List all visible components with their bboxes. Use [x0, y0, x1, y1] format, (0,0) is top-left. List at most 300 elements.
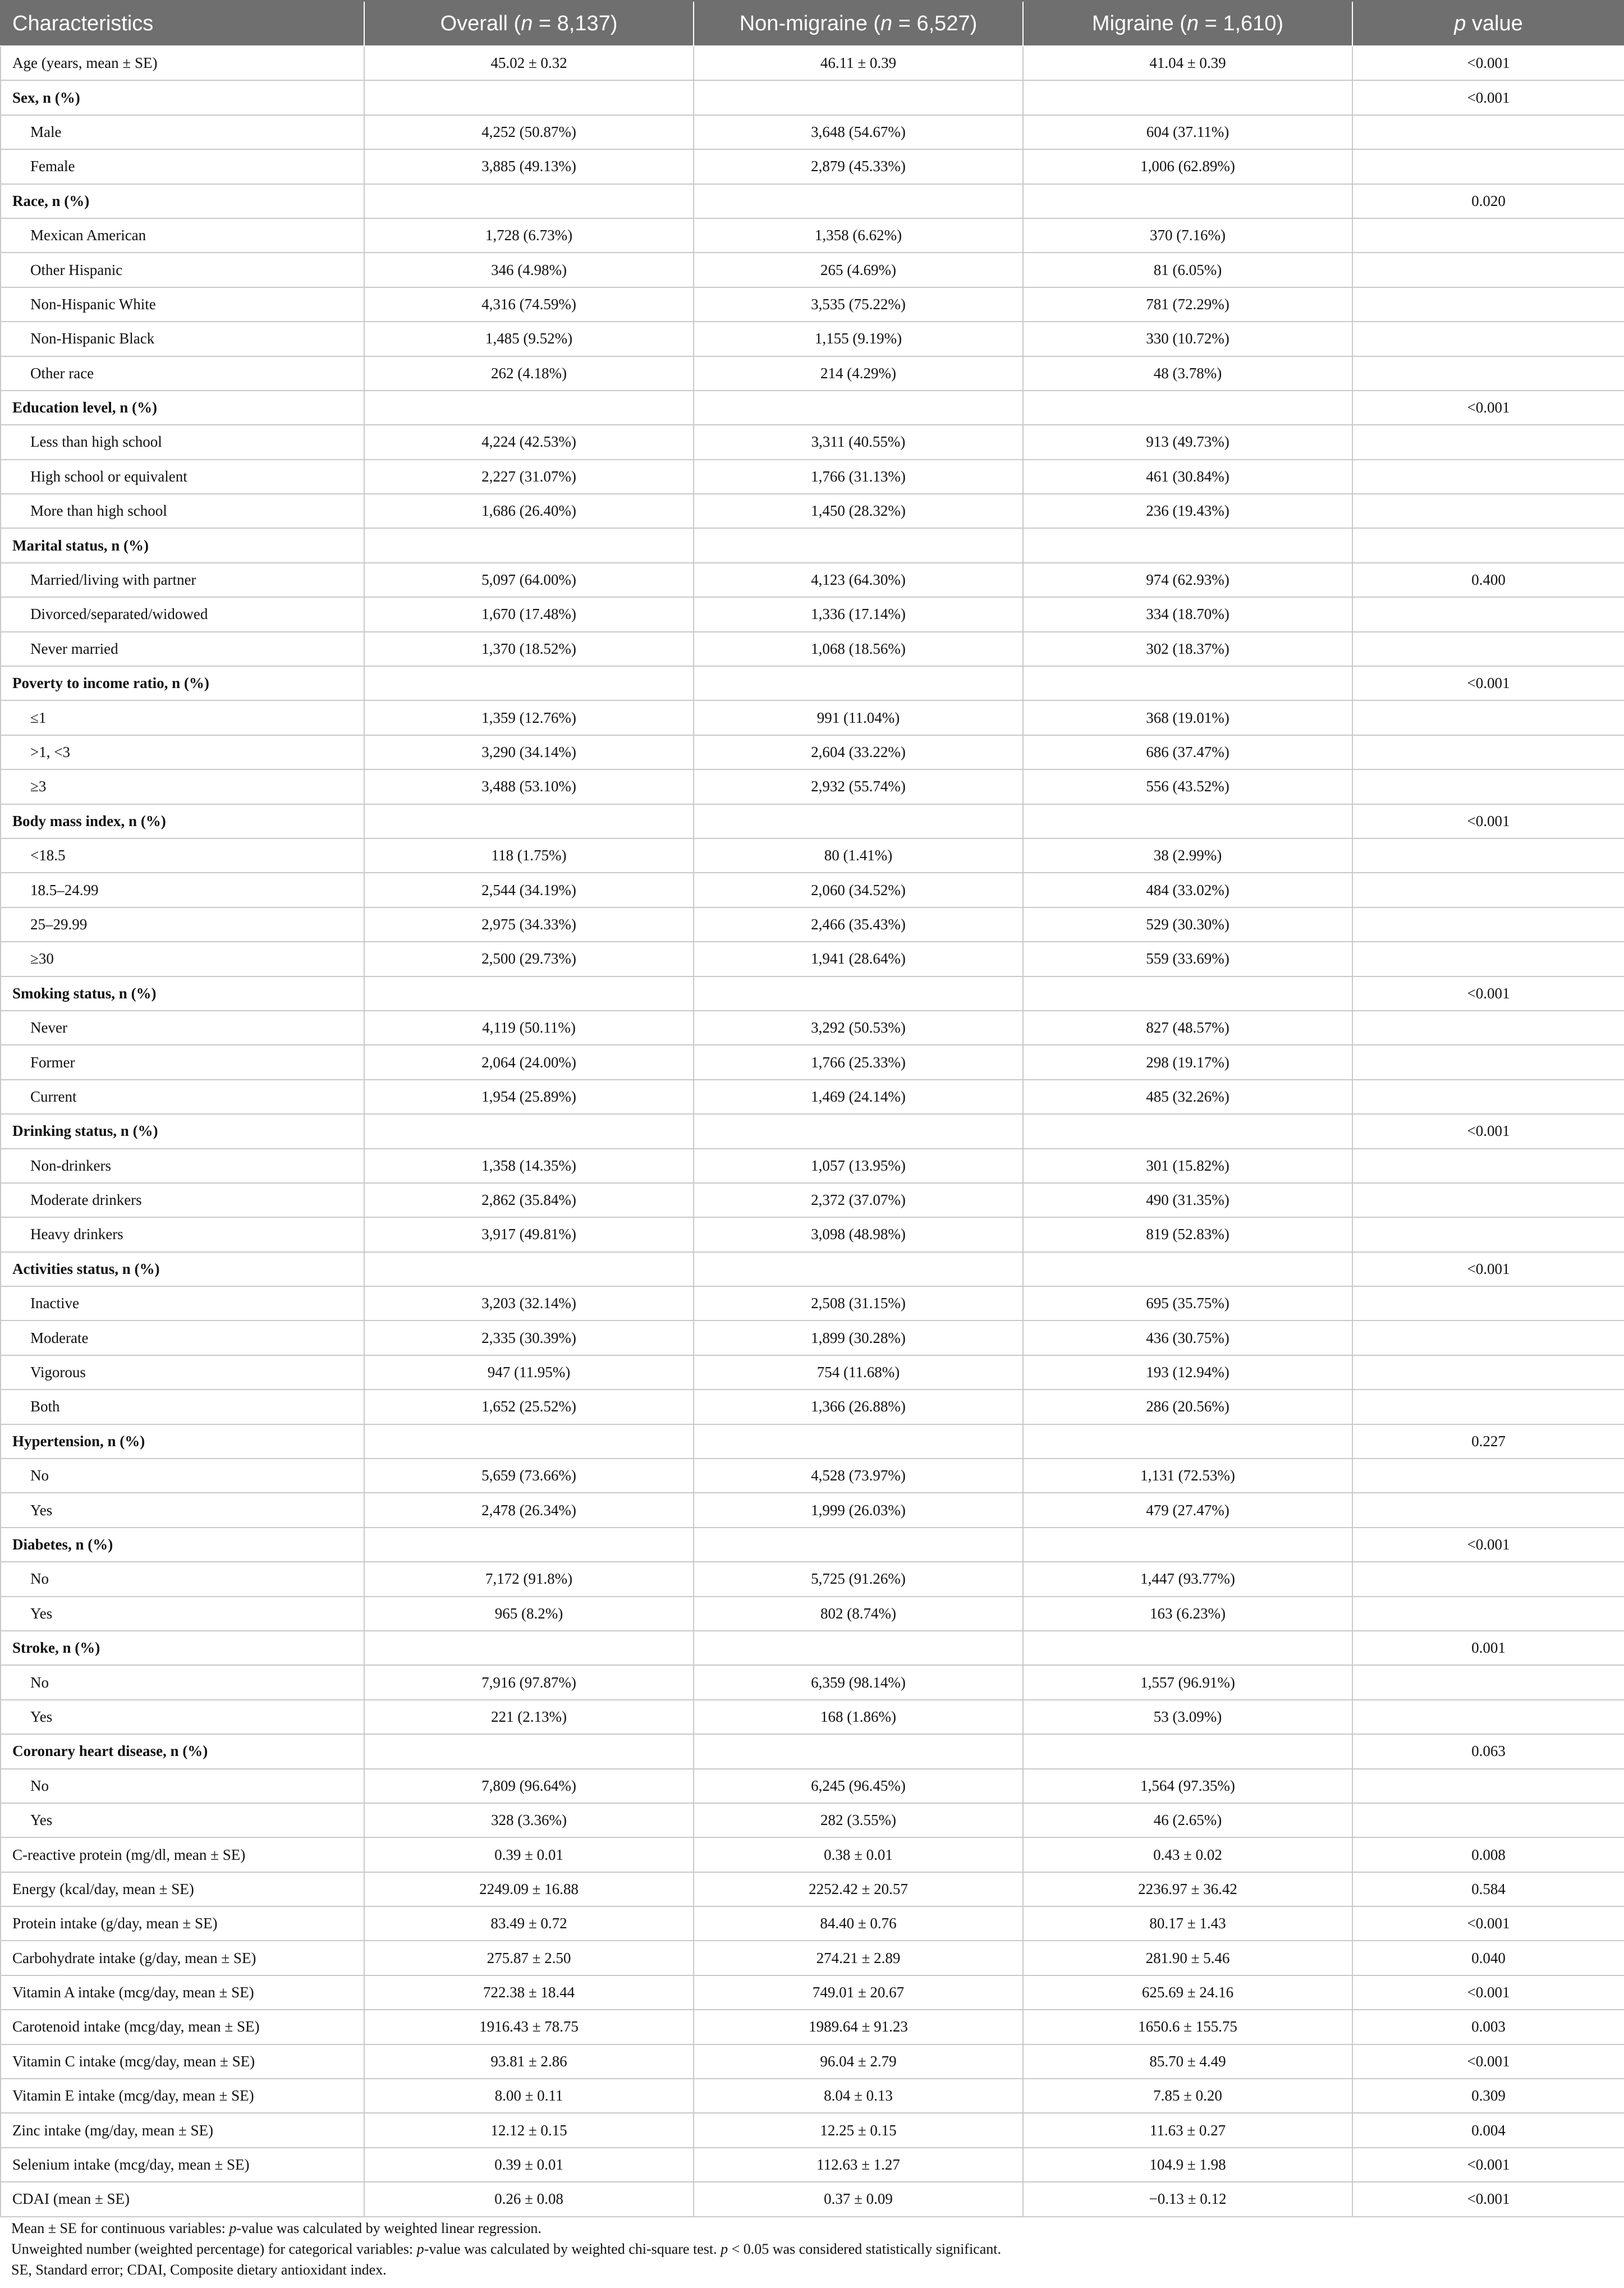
migraine-cell — [1023, 391, 1352, 425]
table-row — [1, 2010, 1624, 2044]
migraine-cell: 236 (19.43%) — [1023, 494, 1352, 528]
row-label: ≥3 — [1, 769, 364, 804]
p-value-cell: <0.001 — [1352, 1252, 1624, 1286]
p-value-cell: 0.040 — [1352, 1941, 1624, 1975]
header-overall: Overall (n = 8,137) — [364, 1, 694, 47]
migraine-cell — [1023, 1252, 1352, 1286]
row-label: 18.5–24.99 — [1, 873, 364, 907]
p-value-cell: <0.001 — [1352, 1528, 1624, 1562]
migraine-cell: 484 (33.02%) — [1023, 873, 1352, 907]
non-migraine-cell: 5,725 (91.26%) — [694, 1562, 1023, 1596]
non-migraine-cell: 1989.64 ± 91.23 — [694, 2010, 1023, 2044]
migraine-cell: 604 (37.11%) — [1023, 115, 1352, 149]
table-row — [1, 115, 1624, 149]
migraine-cell: 1,006 (62.89%) — [1023, 149, 1352, 184]
migraine-cell: 1,557 (96.91%) — [1023, 1665, 1352, 1699]
overall-cell: 12.12 ± 0.15 — [364, 2113, 694, 2147]
migraine-cell — [1023, 1734, 1352, 1768]
non-migraine-cell: 991 (11.04%) — [694, 700, 1023, 735]
non-migraine-cell: 0.37 ± 0.09 — [694, 2182, 1023, 2216]
row-label: Vitamin C intake (mcg/day, mean ± SE) — [1, 2044, 364, 2079]
non-migraine-cell: 4,528 (73.97%) — [694, 1459, 1023, 1493]
non-migraine-cell — [694, 1424, 1023, 1459]
p-value-cell — [1352, 356, 1624, 391]
table-row — [1, 1045, 1624, 1079]
overall-cell: 275.87 ± 2.50 — [364, 1941, 694, 1975]
migraine-cell: 485 (32.26%) — [1023, 1080, 1352, 1114]
row-label: Education level, n (%) — [1, 391, 364, 425]
overall-cell — [364, 1424, 694, 1459]
p-value-cell — [1352, 494, 1624, 528]
table-row — [1, 769, 1624, 804]
row-label: ≥30 — [1, 942, 364, 976]
p-value-cell: <0.001 — [1352, 391, 1624, 425]
non-migraine-cell: 2,466 (35.43%) — [694, 907, 1023, 942]
non-migraine-cell: 265 (4.69%) — [694, 253, 1023, 287]
row-label: Non-Hispanic Black — [1, 322, 364, 356]
overall-cell: 0.26 ± 0.08 — [364, 2182, 694, 2216]
row-label: CDAI (mean ± SE) — [1, 2182, 364, 2216]
overall-cell: 722.38 ± 18.44 — [364, 1975, 694, 2010]
migraine-cell: 625.69 ± 24.16 — [1023, 1975, 1352, 2010]
non-migraine-cell: 168 (1.86%) — [694, 1700, 1023, 1734]
footnote-abbreviations: SE, Standard error; CDAI, Composite dietary antioxidant index. — [11, 2262, 387, 2278]
p-value-cell: <0.001 — [1352, 2182, 1624, 2216]
table-body — [1, 46, 1624, 2217]
non-migraine-cell: 3,311 (40.55%) — [694, 425, 1023, 459]
table-row — [1, 666, 1624, 700]
overall-cell: 3,488 (53.10%) — [364, 769, 694, 804]
overall-cell: 7,172 (91.8%) — [364, 1562, 694, 1596]
p-value-cell: 0.008 — [1352, 1837, 1624, 1872]
overall-cell: 328 (3.36%) — [364, 1803, 694, 1837]
table-row — [1, 46, 1624, 80]
migraine-cell — [1023, 1424, 1352, 1459]
non-migraine-cell — [694, 80, 1023, 114]
row-label: Energy (kcal/day, mean ± SE) — [1, 1872, 364, 1906]
p-value-cell — [1352, 1355, 1624, 1390]
row-label: No — [1, 1562, 364, 1596]
row-label: Less than high school — [1, 425, 364, 459]
row-label: Stroke, n (%) — [1, 1631, 364, 1665]
non-migraine-cell: 802 (8.74%) — [694, 1597, 1023, 1631]
non-migraine-cell — [694, 666, 1023, 700]
p-value-cell: <0.001 — [1352, 1975, 1624, 2010]
table-row — [1, 1183, 1624, 1217]
footnote-continuous: Mean ± SE for continuous variables: p-value was calculated by weighted linear regression. — [11, 2220, 542, 2236]
non-migraine-cell: 12.25 ± 0.15 — [694, 2113, 1023, 2147]
row-label: No — [1, 1769, 364, 1803]
migraine-cell: 2236.97 ± 36.42 — [1023, 1872, 1352, 1906]
migraine-cell: 298 (19.17%) — [1023, 1045, 1352, 1079]
table-row — [1, 1562, 1624, 1596]
overall-cell: 1,485 (9.52%) — [364, 322, 694, 356]
migraine-cell: 781 (72.29%) — [1023, 287, 1352, 322]
row-label: Heavy drinkers — [1, 1217, 364, 1251]
overall-cell: 1,358 (14.35%) — [364, 1149, 694, 1183]
migraine-cell: 0.43 ± 0.02 — [1023, 1837, 1352, 1872]
overall-cell: 8.00 ± 0.11 — [364, 2079, 694, 2113]
migraine-cell: 81 (6.05%) — [1023, 253, 1352, 287]
non-migraine-cell — [694, 976, 1023, 1011]
table-row — [1, 253, 1624, 287]
migraine-cell: 370 (7.16%) — [1023, 218, 1352, 253]
row-label: Other race — [1, 356, 364, 391]
overall-cell: 45.02 ± 0.32 — [364, 46, 694, 80]
overall-cell — [364, 528, 694, 562]
overall-cell: 2,335 (30.39%) — [364, 1320, 694, 1355]
migraine-cell: 38 (2.99%) — [1023, 838, 1352, 873]
migraine-cell: 436 (30.75%) — [1023, 1320, 1352, 1355]
p-value-cell: 0.020 — [1352, 184, 1624, 218]
migraine-cell: 559 (33.69%) — [1023, 942, 1352, 976]
overall-cell: 1,954 (25.89%) — [364, 1080, 694, 1114]
row-label: Yes — [1, 1700, 364, 1734]
migraine-cell: 819 (52.83%) — [1023, 1217, 1352, 1251]
migraine-cell: 302 (18.37%) — [1023, 632, 1352, 666]
table-row — [1, 2113, 1624, 2147]
p-value-cell — [1352, 735, 1624, 769]
overall-cell: 1,728 (6.73%) — [364, 218, 694, 253]
table-row — [1, 218, 1624, 253]
p-value-cell — [1352, 115, 1624, 149]
overall-cell: 7,809 (96.64%) — [364, 1769, 694, 1803]
table-row — [1, 1803, 1624, 1837]
table-row — [1, 149, 1624, 184]
p-value-cell: 0.227 — [1352, 1424, 1624, 1459]
migraine-cell: 1,447 (93.77%) — [1023, 1562, 1352, 1596]
migraine-cell: 163 (6.23%) — [1023, 1597, 1352, 1631]
migraine-cell: 281.90 ± 5.46 — [1023, 1941, 1352, 1975]
table-row — [1, 1390, 1624, 1424]
table-row — [1, 460, 1624, 494]
migraine-cell — [1023, 976, 1352, 1011]
table-row — [1, 1424, 1624, 1459]
p-value-cell: 0.309 — [1352, 2079, 1624, 2113]
row-label: Activities status, n (%) — [1, 1252, 364, 1286]
header-characteristics: Characteristics — [1, 1, 364, 47]
overall-cell: 2,544 (34.19%) — [364, 873, 694, 907]
table-row — [1, 1700, 1624, 1734]
overall-cell: 221 (2.13%) — [364, 1700, 694, 1734]
non-migraine-cell — [694, 1528, 1023, 1562]
overall-cell: 118 (1.75%) — [364, 838, 694, 873]
p-value-cell — [1352, 1080, 1624, 1114]
p-value-cell — [1352, 700, 1624, 735]
p-value-cell: 0.400 — [1352, 563, 1624, 597]
overall-cell — [364, 804, 694, 838]
row-label: Diabetes, n (%) — [1, 1528, 364, 1562]
overall-cell: 262 (4.18%) — [364, 356, 694, 391]
migraine-cell: 479 (27.47%) — [1023, 1493, 1352, 1527]
p-value-cell — [1352, 322, 1624, 356]
migraine-cell: 827 (48.57%) — [1023, 1011, 1352, 1045]
table-row — [1, 597, 1624, 631]
p-value-cell — [1352, 1011, 1624, 1045]
migraine-cell: 368 (19.01%) — [1023, 700, 1352, 735]
table-row — [1, 322, 1624, 356]
row-label: Vigorous — [1, 1355, 364, 1390]
header-p-value: p value — [1352, 1, 1624, 47]
row-label: Body mass index, n (%) — [1, 804, 364, 838]
non-migraine-cell: 1,766 (31.13%) — [694, 460, 1023, 494]
table-row — [1, 1459, 1624, 1493]
row-label: Smoking status, n (%) — [1, 976, 364, 1011]
non-migraine-cell: 46.11 ± 0.39 — [694, 46, 1023, 80]
row-label: Non-drinkers — [1, 1149, 364, 1183]
table-row — [1, 976, 1624, 1011]
non-migraine-cell: 3,292 (50.53%) — [694, 1011, 1023, 1045]
overall-cell: 947 (11.95%) — [364, 1355, 694, 1390]
migraine-cell: 46 (2.65%) — [1023, 1803, 1352, 1837]
table-row — [1, 2044, 1624, 2079]
p-value-cell: <0.001 — [1352, 804, 1624, 838]
table-row — [1, 1734, 1624, 1768]
migraine-cell — [1023, 804, 1352, 838]
non-migraine-cell: 1,057 (13.95%) — [694, 1149, 1023, 1183]
table-row — [1, 1493, 1624, 1527]
non-migraine-cell: 112.63 ± 1.27 — [694, 2148, 1023, 2182]
row-label: C-reactive protein (mg/dl, mean ± SE) — [1, 1837, 364, 1872]
row-label: Poverty to income ratio, n (%) — [1, 666, 364, 700]
overall-cell: 346 (4.98%) — [364, 253, 694, 287]
non-migraine-cell — [694, 184, 1023, 218]
table-row — [1, 735, 1624, 769]
table-row — [1, 907, 1624, 942]
table-row — [1, 1011, 1624, 1045]
migraine-cell: 301 (15.82%) — [1023, 1149, 1352, 1183]
non-migraine-cell: 274.21 ± 2.89 — [694, 1941, 1023, 1975]
migraine-cell — [1023, 528, 1352, 562]
row-label: <18.5 — [1, 838, 364, 873]
footnote-categorical: Unweighted number (weighted percentage) for categorical variables: p-value was calculated by weighted chi-square test. p < 0.05 was considered statistically significant. — [11, 2241, 1001, 2257]
migraine-cell: 193 (12.94%) — [1023, 1355, 1352, 1390]
table-row — [1, 1906, 1624, 1941]
row-label: Both — [1, 1390, 364, 1424]
p-value-cell — [1352, 1390, 1624, 1424]
p-value-cell — [1352, 1286, 1624, 1320]
migraine-cell: 461 (30.84%) — [1023, 460, 1352, 494]
overall-cell — [364, 80, 694, 114]
migraine-cell: 7.85 ± 0.20 — [1023, 2079, 1352, 2113]
migraine-cell: 53 (3.09%) — [1023, 1700, 1352, 1734]
p-value-cell — [1352, 838, 1624, 873]
p-value-cell — [1352, 769, 1624, 804]
table-row — [1, 287, 1624, 322]
row-label: Carbohydrate intake (g/day, mean ± SE) — [1, 1941, 364, 1975]
row-label: 25–29.99 — [1, 907, 364, 942]
overall-cell: 2,478 (26.34%) — [364, 1493, 694, 1527]
overall-cell: 2,862 (35.84%) — [364, 1183, 694, 1217]
overall-cell: 2,227 (31.07%) — [364, 460, 694, 494]
non-migraine-cell: 2,508 (31.15%) — [694, 1286, 1023, 1320]
table-row — [1, 1837, 1624, 1872]
table-row — [1, 873, 1624, 907]
non-migraine-cell: 749.01 ± 20.67 — [694, 1975, 1023, 2010]
row-label: Protein intake (g/day, mean ± SE) — [1, 1906, 364, 1941]
row-label: No — [1, 1459, 364, 1493]
non-migraine-cell: 3,648 (54.67%) — [694, 115, 1023, 149]
non-migraine-cell — [694, 391, 1023, 425]
non-migraine-cell — [694, 1114, 1023, 1148]
p-value-cell: <0.001 — [1352, 2044, 1624, 2079]
table-row — [1, 425, 1624, 459]
table-row — [1, 1872, 1624, 1906]
overall-cell: 5,097 (64.00%) — [364, 563, 694, 597]
row-label: Married/living with partner — [1, 563, 364, 597]
table-row — [1, 700, 1624, 735]
non-migraine-cell: 1,766 (25.33%) — [694, 1045, 1023, 1079]
table-row — [1, 1286, 1624, 1320]
p-value-cell — [1352, 460, 1624, 494]
migraine-cell: 286 (20.56%) — [1023, 1390, 1352, 1424]
migraine-cell: 104.9 ± 1.98 — [1023, 2148, 1352, 2182]
row-label: Coronary heart disease, n (%) — [1, 1734, 364, 1768]
row-label: Non-Hispanic White — [1, 287, 364, 322]
p-value-cell — [1352, 1149, 1624, 1183]
p-value-cell — [1352, 1803, 1624, 1837]
row-label: Moderate drinkers — [1, 1183, 364, 1217]
migraine-cell: 913 (49.73%) — [1023, 425, 1352, 459]
row-label: High school or equivalent — [1, 460, 364, 494]
non-migraine-cell: 1,358 (6.62%) — [694, 218, 1023, 253]
migraine-cell: 85.70 ± 4.49 — [1023, 2044, 1352, 2079]
p-value-cell: <0.001 — [1352, 1114, 1624, 1148]
header-non-migraine: Non-migraine (n = 6,527) — [694, 1, 1023, 47]
p-value-cell: <0.001 — [1352, 80, 1624, 114]
non-migraine-cell: 6,245 (96.45%) — [694, 1769, 1023, 1803]
p-value-cell — [1352, 1665, 1624, 1699]
overall-cell: 1,670 (17.48%) — [364, 597, 694, 631]
overall-cell — [364, 1114, 694, 1148]
migraine-cell — [1023, 666, 1352, 700]
non-migraine-cell: 1,068 (18.56%) — [694, 632, 1023, 666]
table-row — [1, 632, 1624, 666]
row-label: Vitamin A intake (mcg/day, mean ± SE) — [1, 1975, 364, 2010]
non-migraine-cell: 282 (3.55%) — [694, 1803, 1023, 1837]
row-label: >1, <3 — [1, 735, 364, 769]
overall-cell: 4,316 (74.59%) — [364, 287, 694, 322]
table-row — [1, 1665, 1624, 1699]
non-migraine-cell: 1,336 (17.14%) — [694, 597, 1023, 631]
non-migraine-cell: 96.04 ± 2.79 — [694, 2044, 1023, 2079]
non-migraine-cell: 4,123 (64.30%) — [694, 563, 1023, 597]
row-label: No — [1, 1665, 364, 1699]
table-row — [1, 1355, 1624, 1390]
p-value-cell — [1352, 287, 1624, 322]
migraine-cell: 1650.6 ± 155.75 — [1023, 2010, 1352, 2044]
non-migraine-cell — [694, 1252, 1023, 1286]
row-label: Yes — [1, 1493, 364, 1527]
migraine-cell — [1023, 80, 1352, 114]
migraine-cell: 686 (37.47%) — [1023, 735, 1352, 769]
table-row — [1, 1114, 1624, 1148]
non-migraine-cell — [694, 1734, 1023, 1768]
migraine-cell: 80.17 ± 1.43 — [1023, 1906, 1352, 1941]
table-row — [1, 1080, 1624, 1114]
migraine-cell: 330 (10.72%) — [1023, 322, 1352, 356]
overall-cell: 3,203 (32.14%) — [364, 1286, 694, 1320]
migraine-cell: 41.04 ± 0.39 — [1023, 46, 1352, 80]
overall-cell: 1916.43 ± 78.75 — [364, 2010, 694, 2044]
row-label: ≤1 — [1, 700, 364, 735]
p-value-cell — [1352, 1493, 1624, 1527]
row-label: Drinking status, n (%) — [1, 1114, 364, 1148]
p-value-cell — [1352, 425, 1624, 459]
migraine-cell — [1023, 1114, 1352, 1148]
table-row — [1, 563, 1624, 597]
row-label: Male — [1, 115, 364, 149]
non-migraine-cell: 3,535 (75.22%) — [694, 287, 1023, 322]
overall-cell: 0.39 ± 0.01 — [364, 2148, 694, 2182]
non-migraine-cell: 2,372 (37.07%) — [694, 1183, 1023, 1217]
overall-cell: 83.49 ± 0.72 — [364, 1906, 694, 1941]
overall-cell: 3,885 (49.13%) — [364, 149, 694, 184]
non-migraine-cell: 80 (1.41%) — [694, 838, 1023, 873]
non-migraine-cell: 1,366 (26.88%) — [694, 1390, 1023, 1424]
p-value-cell — [1352, 1183, 1624, 1217]
migraine-cell — [1023, 184, 1352, 218]
table-row — [1, 1252, 1624, 1286]
row-label: Sex, n (%) — [1, 80, 364, 114]
table-row — [1, 184, 1624, 218]
overall-cell: 3,290 (34.14%) — [364, 735, 694, 769]
table-header-row — [1, 1, 1624, 47]
overall-cell: 1,686 (26.40%) — [364, 494, 694, 528]
p-value-cell — [1352, 873, 1624, 907]
p-value-cell: 0.584 — [1352, 1872, 1624, 1906]
table-row — [1, 391, 1624, 425]
table-row — [1, 1941, 1624, 1975]
table-row — [1, 1528, 1624, 1562]
p-value-cell — [1352, 597, 1624, 631]
overall-cell — [364, 1252, 694, 1286]
p-value-cell: <0.001 — [1352, 46, 1624, 80]
p-value-cell — [1352, 1459, 1624, 1493]
non-migraine-cell: 8.04 ± 0.13 — [694, 2079, 1023, 2113]
row-label: Female — [1, 149, 364, 184]
overall-cell: 4,252 (50.87%) — [364, 115, 694, 149]
row-label: Zinc intake (mg/day, mean ± SE) — [1, 2113, 364, 2147]
p-value-cell — [1352, 1320, 1624, 1355]
overall-cell — [364, 666, 694, 700]
overall-cell: 1,652 (25.52%) — [364, 1390, 694, 1424]
table-row — [1, 1149, 1624, 1183]
non-migraine-cell — [694, 1631, 1023, 1665]
non-migraine-cell: 2252.42 ± 20.57 — [694, 1872, 1023, 1906]
overall-cell: 3,917 (49.81%) — [364, 1217, 694, 1251]
migraine-cell: 974 (62.93%) — [1023, 563, 1352, 597]
table-row — [1, 1631, 1624, 1665]
p-value-cell — [1352, 218, 1624, 253]
p-value-cell — [1352, 149, 1624, 184]
migraine-cell: 1,131 (72.53%) — [1023, 1459, 1352, 1493]
migraine-cell: 48 (3.78%) — [1023, 356, 1352, 391]
table-row — [1, 1217, 1624, 1251]
migraine-cell: 334 (18.70%) — [1023, 597, 1352, 631]
table-footnotes — [11, 2218, 1611, 2280]
table-row — [1, 494, 1624, 528]
overall-cell — [364, 976, 694, 1011]
table-row — [1, 1597, 1624, 1631]
table-row — [1, 2079, 1624, 2113]
p-value-cell: 0.004 — [1352, 2113, 1624, 2147]
migraine-cell: 695 (35.75%) — [1023, 1286, 1352, 1320]
overall-cell — [364, 1528, 694, 1562]
non-migraine-cell: 1,155 (9.19%) — [694, 322, 1023, 356]
row-label: Yes — [1, 1803, 364, 1837]
overall-cell — [364, 391, 694, 425]
